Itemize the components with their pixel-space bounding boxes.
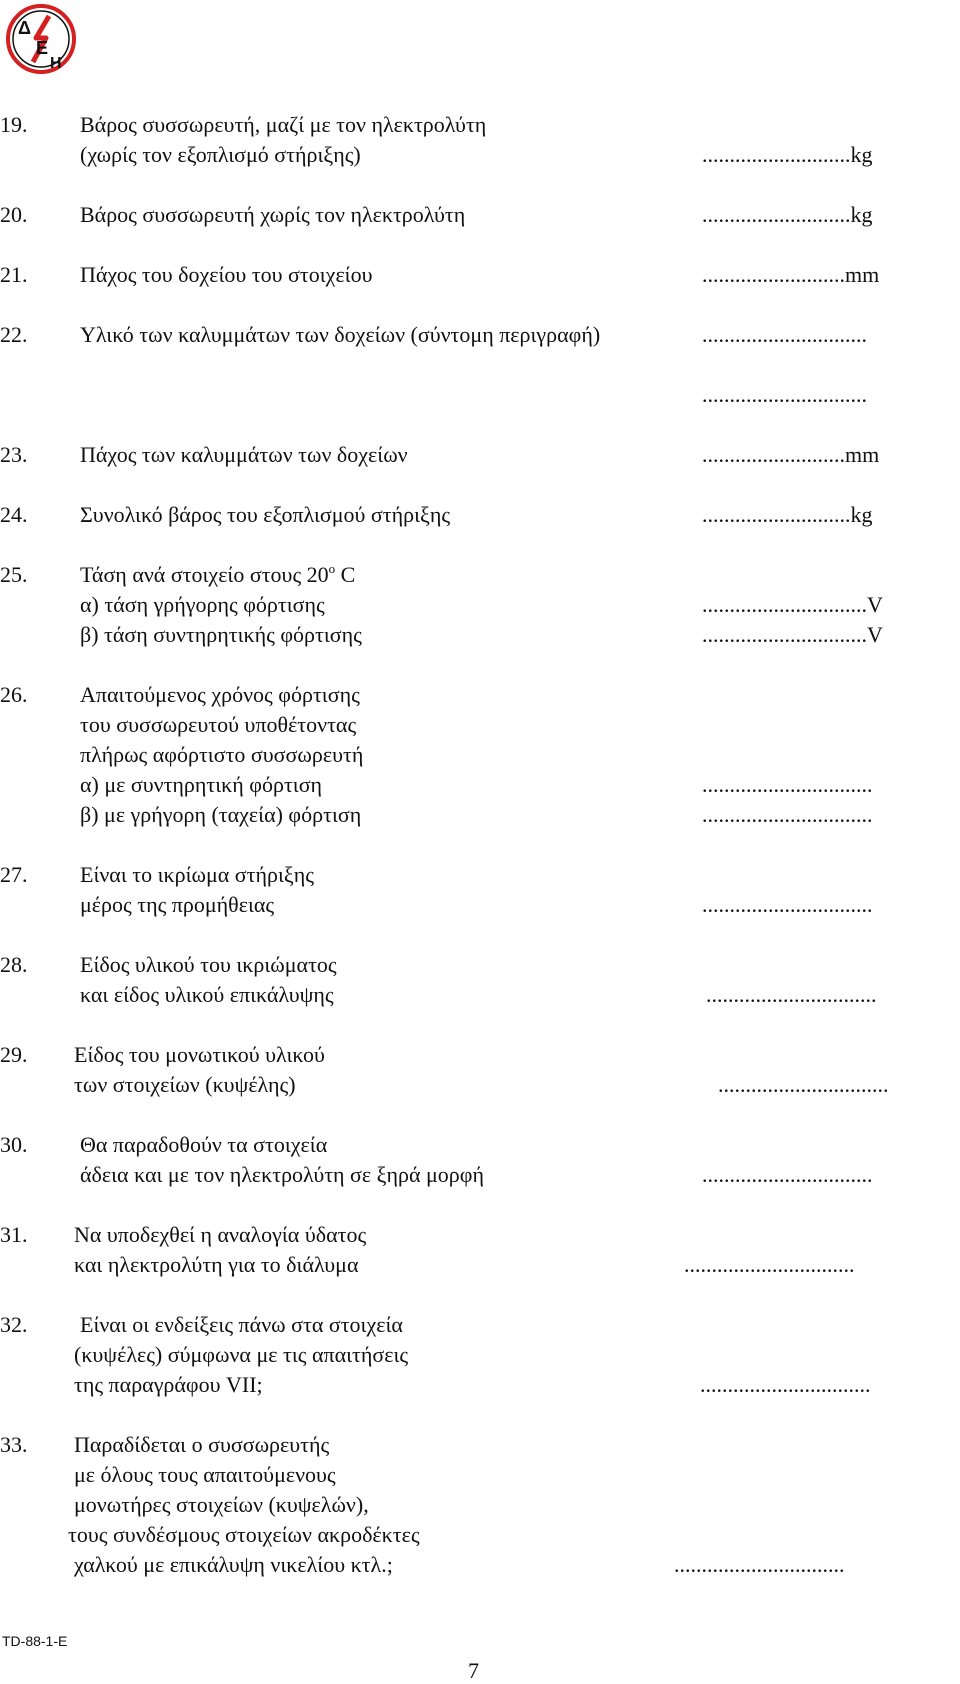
item-number: 24.: [0, 502, 28, 527]
document-code: TD-88-1-E: [2, 1633, 68, 1649]
item-text: (κυψέλες) σύμφωνα με τις απαιτήσεις: [74, 1342, 409, 1367]
item-text: α) με συντηρητική φόρτιση: [80, 772, 323, 797]
item-text: Βάρος συσσωρευτή χωρίς τον ηλεκτρολύτη: [80, 202, 466, 227]
item-number: 25.: [0, 562, 28, 587]
item-text: Βάρος συσσωρευτή, μαζί με τον ηλεκτρολύτη: [80, 112, 487, 137]
item-text: της παραγράφου VII;: [74, 1372, 263, 1397]
item-number: 21.: [0, 262, 28, 287]
answer-field: ...............................: [702, 772, 873, 797]
item-text: Πάχος του δοχείου του στοιχείου: [80, 262, 373, 287]
item-number: 23.: [0, 442, 28, 467]
answer-field: ..............................V: [702, 622, 883, 647]
item-text: άδεια και με τον ηλεκτρολύτη σε ξηρά μορφή: [80, 1162, 484, 1187]
answer-field: ...............................: [702, 892, 873, 917]
company-logo: [4, 2, 78, 76]
item-text: Πάχος των καλυμμάτων των δοχείων: [80, 442, 408, 467]
item-text: μέρος της προμήθειας: [80, 892, 275, 917]
item-text: πλήρως αφόρτιστο συσσωρευτή: [80, 742, 364, 767]
svg-text:Ε: Ε: [36, 38, 49, 58]
answer-field: ...........................kg: [702, 502, 873, 527]
item-text: του συσσωρευτού υποθέτοντας: [80, 712, 357, 737]
item-number: 31.: [0, 1222, 28, 1247]
item-text: β) με γρήγορη (ταχεία) φόρτιση: [80, 802, 362, 827]
item-text: τους συνδέσμους στοιχείων ακροδέκτες: [68, 1522, 420, 1547]
item-number: 22.: [0, 322, 28, 347]
item-text: Υλικό των καλυμμάτων των δοχείων (σύντομη περιγραφή): [80, 322, 601, 347]
item-text: Παραδίδεται ο συσσωρευτής: [74, 1432, 330, 1457]
item-text: Είναι οι ενδείξεις πάνω στα στοιχεία: [80, 1312, 403, 1337]
answer-field: ...........................kg: [702, 142, 873, 167]
item-text: και ηλεκτρολύτη για το διάλυμα: [74, 1252, 359, 1277]
answer-field: ...........................kg: [702, 202, 873, 227]
item-number: 19.: [0, 112, 28, 137]
answer-field: ..........................mm: [702, 442, 880, 467]
item-number: 27.: [0, 862, 28, 887]
item-text: Να υποδεχθεί η αναλογία ύδατος: [74, 1222, 367, 1247]
answer-field: ..........................mm: [702, 262, 880, 287]
item-number: 30.: [0, 1132, 28, 1157]
item-text: Είδος του μονωτικού υλικού: [74, 1042, 325, 1067]
svg-text:Η: Η: [50, 55, 62, 72]
answer-field: ...............................: [702, 1162, 873, 1187]
item-text: Είναι το ικρίωμα στήριξης: [80, 862, 314, 887]
answer-field: ..............................V: [702, 592, 883, 617]
item-text: α) τάση γρήγορης φόρτισης: [80, 592, 325, 617]
answer-field: ..............................: [702, 382, 867, 407]
item-text: των στοιχείων (κυψέλης): [74, 1072, 296, 1097]
item-number: 20.: [0, 202, 28, 227]
item-text: μονωτήρες στοιχείων (κυψελών),: [74, 1492, 369, 1517]
item-text: με όλους τους απαιτούμενους: [74, 1462, 336, 1487]
answer-field: ...............................: [706, 982, 877, 1007]
item-number: 28.: [0, 952, 28, 977]
item-text: (χωρίς τον εξοπλισμό στήριξης): [80, 142, 361, 167]
item-text: Απαιτούμενος χρόνος φόρτισης: [80, 682, 360, 707]
answer-field: ..............................: [702, 322, 867, 347]
item-text: β) τάση συντηρητικής φόρτισης: [80, 622, 362, 647]
answer-field: ...............................: [700, 1372, 871, 1397]
answer-field: ...............................: [718, 1072, 889, 1097]
item-number: 29.: [0, 1042, 28, 1067]
degree-superscript: ο: [328, 561, 336, 576]
item-text: Συνολικό βάρος του εξοπλισμού στήριξης: [80, 502, 451, 527]
page-number: 7: [468, 1658, 479, 1683]
answer-field: ...............................: [674, 1552, 845, 1577]
answer-field: ...............................: [684, 1252, 855, 1277]
item-text: Τάση ανά στοιχείο στους $20^o$ C: [80, 561, 356, 587]
answer-field: ...............................: [702, 802, 873, 827]
item-text: και είδος υλικού επικάλυψης: [80, 982, 334, 1007]
item-number: 32.: [0, 1312, 28, 1337]
item-number: 26.: [0, 682, 28, 707]
item-number: 33.: [0, 1432, 28, 1457]
item-text: χαλκού με επικάλυψη νικελίου κτλ.;: [74, 1552, 393, 1577]
item-text: Είδος υλικού του ικριώματος: [80, 952, 337, 977]
item-text: Θα παραδοθούν τα στοιχεία: [80, 1132, 328, 1157]
svg-text:Δ: Δ: [18, 18, 31, 38]
